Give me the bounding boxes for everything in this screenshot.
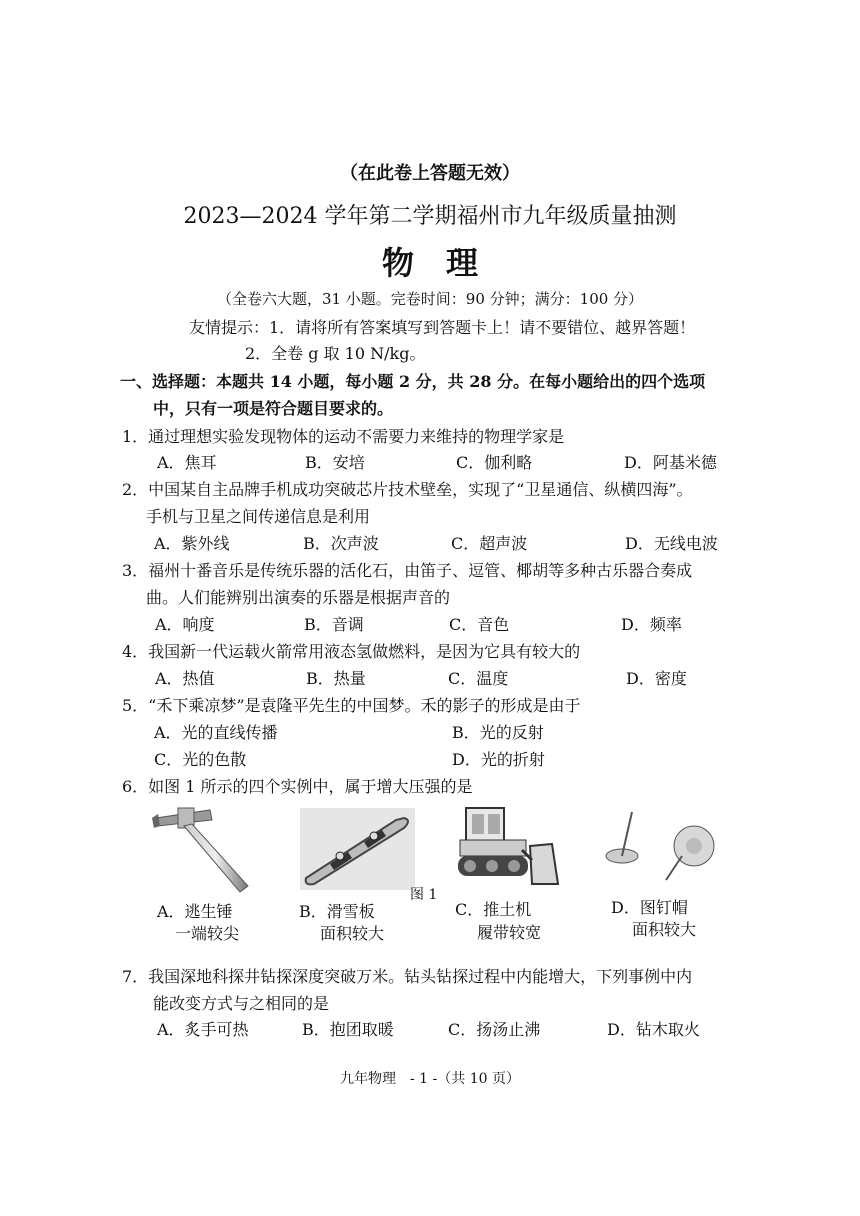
question-2-stem-cont: 手机与卫星之间传递信息是利用: [146, 507, 371, 526]
q5-option-d[interactable]: D．光的折射: [452, 750, 545, 769]
q4-option-b[interactable]: B．热量: [306, 669, 366, 688]
q6-option-a-desc: 一端较尖: [175, 924, 240, 943]
q1-option-d[interactable]: D．阿基米德: [624, 453, 717, 472]
q6-option-b-desc: 面积较大: [320, 924, 385, 943]
q7-option-b[interactable]: B．抱团取暖: [302, 1020, 394, 1039]
question-5-stem: 5．“禾下乘凉梦”是袁隆平先生的中国梦。禾的影子的形成是由于: [122, 696, 581, 715]
q6-option-c[interactable]: C．推土机: [455, 900, 532, 919]
q2-option-a[interactable]: A．紫外线: [154, 534, 230, 553]
question-1-stem: 1．通过理想实验发现物体的运动不需要力来维持的物理学家是: [122, 427, 565, 446]
question-3-stem: 3．福州十番音乐是传统乐器的活化石，由笛子、逗管、椰胡等多种古乐器合奏成: [122, 561, 693, 580]
exam-title: 2023—2024 学年第二学期福州市九年级质量抽测: [183, 204, 677, 229]
q7-option-c[interactable]: C．扬汤止沸: [448, 1020, 541, 1039]
q3-option-c[interactable]: C．音色: [449, 615, 510, 634]
q5-option-a[interactable]: A．光的直线传播: [154, 723, 278, 742]
subject-title: 物 理: [381, 244, 478, 282]
question-7-stem: 7．我国深地科探井钻探深度突破万米。钻头钻探过程中内能增大，下列事例中内: [122, 967, 693, 986]
question-3-stem-cont: 曲。人们能辨别出演奏的乐器是根据声音的: [146, 588, 451, 607]
q6-option-d-desc: 面积较大: [632, 920, 697, 939]
figure-1-label: 图 1: [410, 887, 438, 903]
section-heading-cont: 中，只有一项是符合题目要求的。: [153, 399, 394, 418]
thumbtack-image: [600, 808, 720, 884]
q1-option-a[interactable]: A．焦耳: [157, 453, 217, 472]
q2-option-d[interactable]: D．无线电波: [625, 534, 718, 553]
tip-line-1: 友情提示：1．请将所有答案填写到答题卡上！请不要错位、越界答题！: [189, 318, 696, 337]
q7-option-d[interactable]: D．钻木取火: [607, 1020, 700, 1039]
invalid-notice: （在此卷上答题无效）: [340, 163, 520, 184]
question-6-stem: 6．如图 1 所示的四个实例中，属于增大压强的是: [122, 777, 473, 796]
section-heading: 一、选择题：本题共 14 小题，每小题 2 分，共 28 分。在每小题给出的四个选项: [120, 372, 706, 391]
question-2-stem: 2．中国某自主品牌手机成功突破芯片技术壁垒，实现了“卫星通信、纵横四海”。: [122, 480, 693, 499]
q2-option-b[interactable]: B．次声波: [303, 534, 379, 553]
q3-option-d[interactable]: D．频率: [621, 615, 682, 634]
exam-info: （全卷六大题，31 小题。完卷时间：90 分钟；满分：100 分）: [216, 290, 644, 308]
q6-option-b[interactable]: B．滑雪板: [299, 902, 375, 921]
q4-option-d[interactable]: D．密度: [626, 669, 687, 688]
q6-option-c-desc: 履带较宽: [477, 923, 542, 942]
q7-option-a[interactable]: A．炙手可热: [157, 1020, 249, 1039]
question-7-stem-cont: 能改变方式与之相同的是: [153, 994, 330, 1013]
q2-option-c[interactable]: C．超声波: [451, 534, 528, 553]
q5-option-b[interactable]: B．光的反射: [452, 723, 544, 742]
q1-option-c[interactable]: C．伽利略: [456, 453, 533, 472]
bulldozer-image: [452, 800, 562, 892]
q1-option-b[interactable]: B．安培: [305, 453, 365, 472]
q5-option-c[interactable]: C．光的色散: [154, 750, 247, 769]
snowboard-image: [300, 808, 415, 890]
page-footer: 九年物理 - 1 -（共 10 页）: [340, 1071, 520, 1087]
q6-option-a[interactable]: A．逃生锤: [157, 902, 233, 921]
q3-option-a[interactable]: A．响度: [155, 615, 215, 634]
question-4-stem: 4．我国新一代运载火箭常用液态氢做燃料，是因为它具有较大的: [122, 642, 581, 661]
q4-option-c[interactable]: C．温度: [448, 669, 509, 688]
q3-option-b[interactable]: B．音调: [304, 615, 364, 634]
q4-option-a[interactable]: A．热值: [155, 669, 215, 688]
tip-line-2: 2．全卷 g 取 10 N/kg。: [245, 344, 426, 363]
escape-hammer-image: [148, 800, 258, 895]
q6-option-d[interactable]: D．图钉帽: [611, 898, 688, 917]
